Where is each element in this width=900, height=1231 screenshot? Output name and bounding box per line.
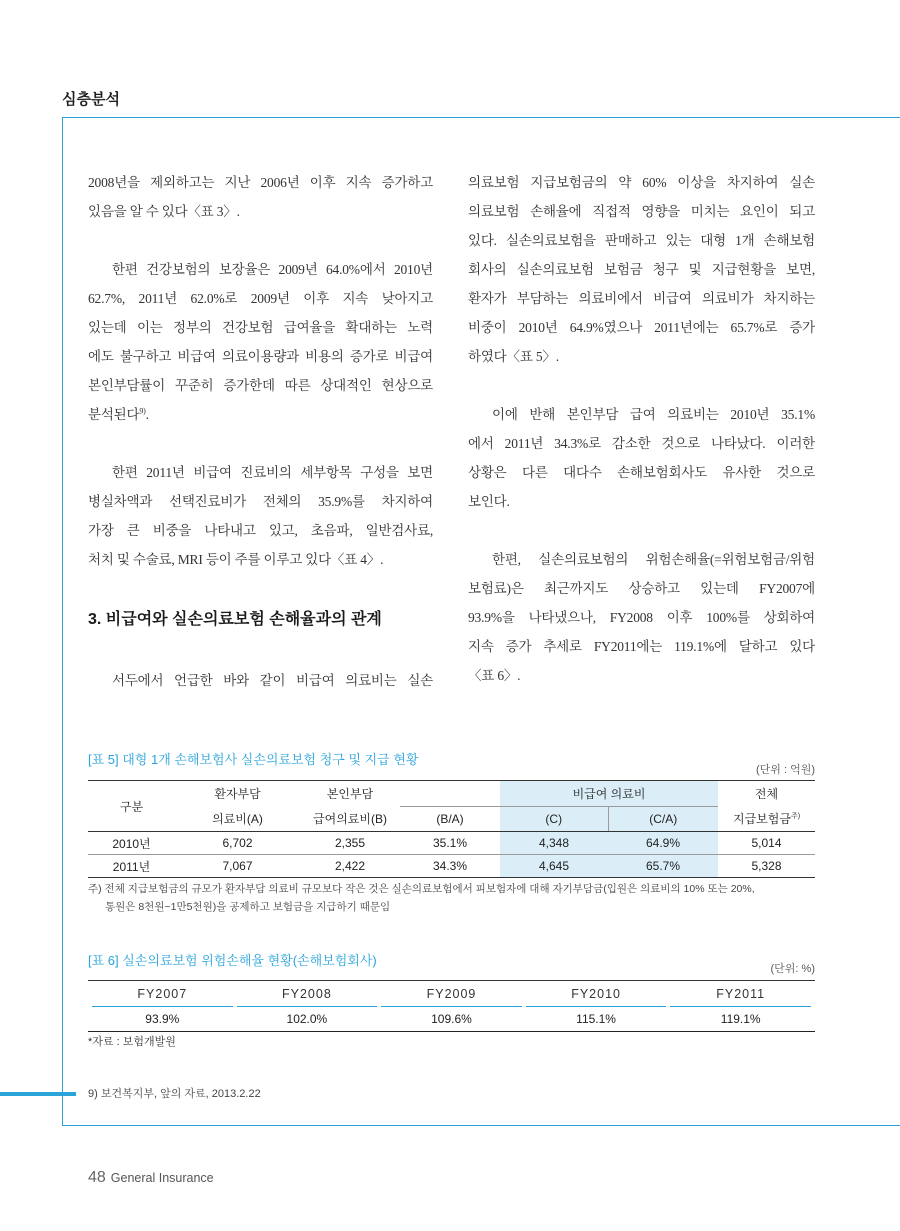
table-header-cell: FY2011 [670,981,811,1007]
section-label: 심층분석 [62,91,120,108]
paragraph-coverage-ratio [88,255,433,429]
table-header-cell: FY2009 [381,981,522,1007]
table-title: [표 6] 실손의료보험 위험손해율 현황(손해보험회사) [88,953,377,968]
table-5-block [88,750,815,916]
table-header-cell: 본인부담 [326,787,374,802]
loss-ratio-table [88,980,815,1032]
paragraph-noncovered-breakdown [88,458,433,574]
paragraph-intro-continued [468,168,815,371]
header-text: 지급보험금 [732,812,791,827]
table-title: [표 5] 대형 1개 손해보험사 실손의료보험 청구 및 지급 현황 [88,752,419,767]
text-line: 비중이 2010년 64.9%였으나 2011년에는 65.7%로 증가 [468,320,815,335]
text-line: 보험료)은 최근까지도 상승하고 있는데 FY2007에 [468,581,815,596]
table-cell: 93.9% [145,1012,180,1026]
text-line: 2008년을 제외하고는 지난 2006년 이후 지속 증가하고 [88,175,433,190]
table-cell: 119.1% [720,1012,761,1026]
text-line: 〈표 6〉. [468,668,521,683]
text-line: 지속 증가 추세로 FY2011에는 119.1%에 달하고 있다 [468,639,815,654]
text-line: 93.9%을 나타냈으나, FY2008 이후 100%를 상회하여 [468,610,815,625]
text-line: 보인다. [468,494,510,509]
table-cell: 109.6% [431,1012,472,1026]
text-line: 서두에서 언급한 바와 같이 비급여 의료비는 실손 [112,673,433,688]
table-cell: 5,014 [751,836,782,850]
text-line: 62.7%, 2011년 62.0%로 2009년 이후 지속 낮아지고 [88,291,433,306]
text-line: 의료보험 손해율에 직접적 영향을 미치는 요인이 되고 [468,204,815,219]
table-cell: 102.0% [286,1012,328,1026]
table-header-cell: 전체 [754,787,779,802]
table-row [88,855,815,878]
text-line: 의료보험 지급보험금의 약 60% 이상을 차지하여 실손 [468,175,815,190]
text-span: . [145,407,149,422]
table-row [92,1007,811,1031]
text-line: 한편 건강보험의 보장율은 2009년 64.0%에서 2010년 [112,262,433,277]
footnote: 9) 보건복지부, 앞의 자료, 2013.2.22 [88,1088,261,1100]
text-line: 이에 반해 본인부담 급여 의료비는 2010년 35.1% [492,407,815,422]
section-heading: 3. 비급여와 실손의료보험 손해율과의 관계 [88,611,382,628]
table-cell: 7,067 [175,855,300,878]
text-line: 있다. 실손의료보험을 판매하고 있는 대형 1개 손해보험 [468,233,815,248]
text-line: 있는데 이는 정부의 건강보험 급여율을 확대하는 노력 [88,320,433,335]
text-line: 상황은 다른 대다수 손해보험회사도 유사한 것으로 [468,465,815,480]
table-unit: (단위 : 억원) [756,764,815,776]
text-line: 한편, 실손의료보험의 위험손해율(=위험보험금/위험 [492,552,815,567]
table-6-block [88,951,815,1052]
table-header-row [88,781,815,807]
table-header-cell: FY2008 [237,981,378,1007]
table-note: 통원은 8천원~1만5천원)을 공제하고 보험금을 지급하기 때문임 [105,901,391,913]
table-cell: 2,422 [300,855,400,878]
publication-name: General Insurance [110,1171,214,1185]
text-line [88,400,433,429]
table-cell: 4,348 [500,832,608,855]
claims-payment-table [88,780,815,878]
text-line: 하였다〈표 5〉. [468,349,559,364]
footnote-accent-bar [0,1092,76,1096]
text-line: 병실차액과 선택진료비가 전체의 35.9%를 차지하여 [88,494,433,509]
table-cell: 65.7% [608,855,718,878]
table-cell: 2011년 [88,855,175,878]
footnote-ref: 9) [139,406,146,416]
table-header-cell: 환자부담 [214,787,261,802]
table-header-cell [718,807,815,832]
table-header-cell: 급여의료비(B) [300,807,400,832]
table-header-row [92,981,811,1007]
table-cell: 5,328 [718,855,815,878]
text-line: 회사의 실손의료보험 보험금 청구 및 지급현황을 보면, [468,262,815,277]
text-line: 환자가 부담하는 의료비에서 비급여 의료비가 차지하는 [468,291,815,306]
table-header-cell-noncovered: 비급여 의료비 [500,781,718,807]
table-header-cell: FY2007 [92,981,233,1007]
table-cell: 64.9% [608,832,718,855]
paragraph-continued [88,168,433,226]
left-column [88,168,433,695]
text-line: 가장 큰 비중을 나타내고 있고, 초음파, 일반검사료, [88,523,433,538]
text-line: 에도 불구하고 비급여 의료이용량과 비용의 증가로 비급여 [88,349,433,364]
table-note: 주) 전체 지급보험금의 규모가 환자부담 의료비 규모보다 작은 것은 실손의료보험에서 피보험자에 대해 자기부담금(입원은 의료비의 10% 또는 20%, [88,883,755,895]
text-line: 에서 2011년 34.3%로 감소한 것으로 나타났다. 이러한 [468,436,815,451]
text-line: 처치 및 수술료, MRI 등이 주를 이루고 있다〈표 4〉. [88,552,384,567]
table-source: *자료 : 보험개발원 [88,1036,176,1048]
page-number: 48 [88,1169,106,1186]
table-cell: 35.1% [432,836,468,850]
text-line: 본인부담률이 꾸준히 증가한데 따른 상대적인 현상으로 [88,378,433,393]
table-header-cell-empty [400,781,500,807]
text-line: 한편 2011년 비급여 진료비의 세부항목 구성을 보면 [112,465,433,480]
paragraph-loss-ratio [468,545,815,690]
paragraph-covered-share [468,400,815,516]
table-cell: 34.3% [400,855,500,878]
table-unit: (단위: %) [770,963,815,975]
table-header-cell: FY2010 [526,981,667,1007]
table-header-cell: 의료비(A) [175,807,300,832]
table-row [88,832,815,855]
text-span: 분석된다 [88,407,140,422]
right-column [468,168,815,690]
table-header-cell: (B/A) [400,807,500,832]
table-cell: 4,645 [500,855,608,878]
table-cell: 6,702 [222,836,253,850]
table-header-cell: 구분 [88,781,175,832]
table-header-row [88,807,815,832]
page-footer [88,1166,214,1190]
table-cell: 115.1% [576,1012,616,1026]
table-header-cell: (C/A) [608,807,718,832]
table-cell: 2010년 [112,836,151,851]
table-header-cell: (C) [500,807,608,832]
table-cell: 2,355 [334,836,366,850]
note-ref: 주) [790,813,801,821]
paragraph-intro [88,666,433,695]
text-line: 있음을 알 수 있다〈표 3〉. [88,204,240,219]
